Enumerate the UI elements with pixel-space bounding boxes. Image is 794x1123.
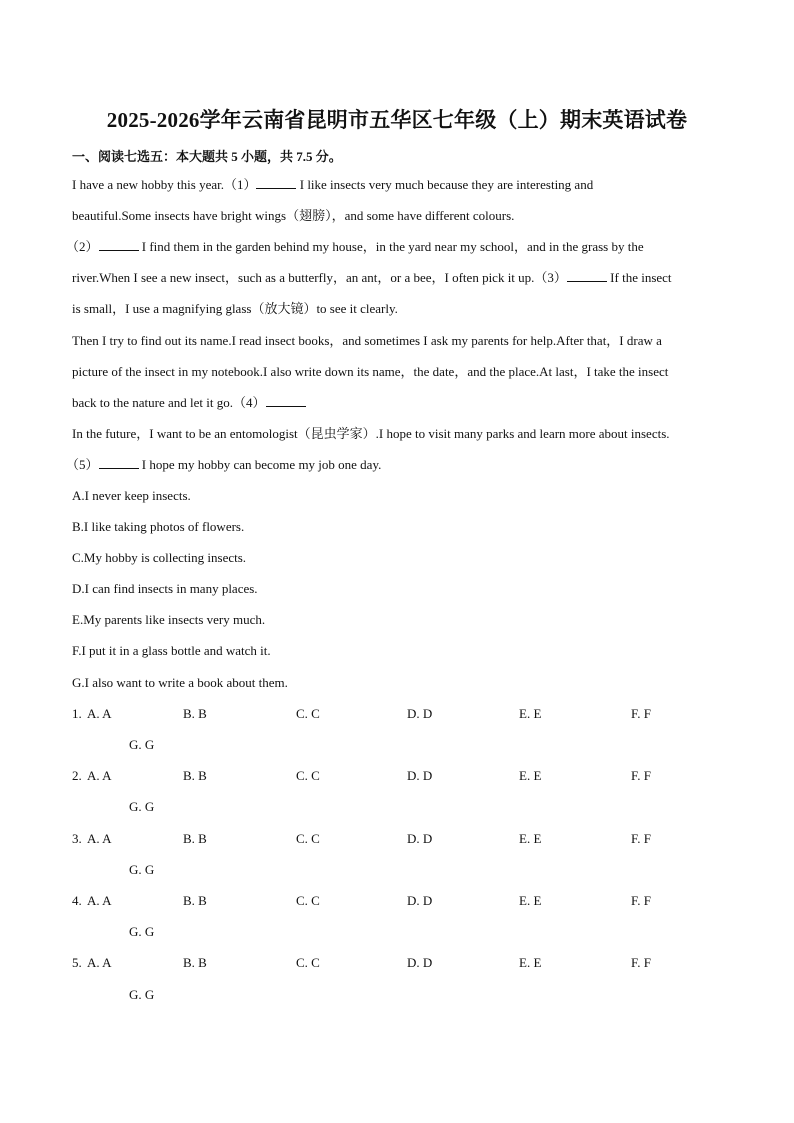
section-heading: 一、阅读七选五：本大题共 5 小题，共 7.5 分。: [72, 149, 342, 164]
question-number: 4.: [72, 893, 82, 908]
passage-line-5: is small，I use a magnifying glass（放大镜）to see it clearly.: [72, 301, 398, 316]
option-b: B.I like taking photos of flowers.: [72, 519, 245, 534]
choice-g[interactable]: G. G: [129, 862, 155, 877]
passage-line-2: beautiful.Some insects have bright wings（翅膀），and some have different colours.: [72, 208, 515, 223]
passage-text: （5）: [66, 457, 99, 472]
answer-blank-3[interactable]: [567, 269, 607, 282]
choice-a[interactable]: A. A: [87, 706, 112, 721]
choice-a[interactable]: A. A: [87, 893, 112, 908]
choice-e[interactable]: E. E: [519, 706, 542, 721]
choice-e[interactable]: E. E: [519, 768, 542, 783]
passage-text: back to the nature and let it go.（4）: [72, 395, 266, 410]
passage-line-7: picture of the insect in my notebook.I also write down its name，the date，and the place.At last，I take the insect: [72, 364, 669, 379]
passage-line-6: Then I try to find out its name.I read insect books，and sometimes I ask my parents for help.After that，I draw a: [72, 333, 662, 348]
choice-d[interactable]: D. D: [407, 893, 433, 908]
choice-f[interactable]: F. F: [631, 706, 651, 721]
choice-g[interactable]: G. G: [129, 924, 155, 939]
choice-c[interactable]: C. C: [296, 955, 320, 970]
choice-f[interactable]: F. F: [631, 955, 651, 970]
question-number: 2.: [72, 768, 82, 783]
choice-a[interactable]: A. A: [87, 831, 112, 846]
passage-text: If the insect: [606, 270, 672, 285]
choice-e[interactable]: E. E: [519, 893, 542, 908]
question-number: 5.: [72, 955, 82, 970]
choice-b[interactable]: B. B: [183, 831, 207, 846]
passage-text: （2）: [66, 239, 99, 254]
choice-d[interactable]: D. D: [407, 706, 433, 721]
choice-b[interactable]: B. B: [183, 768, 207, 783]
option-e: E.My parents like insects very much.: [72, 612, 266, 627]
choice-g[interactable]: G. G: [129, 987, 155, 1002]
passage-line-4: [72, 269, 732, 287]
answer-blank-5[interactable]: [99, 456, 139, 469]
choice-b[interactable]: B. B: [183, 955, 207, 970]
choice-d[interactable]: D. D: [407, 831, 433, 846]
passage-line-3: [66, 238, 726, 256]
passage-text: I like insects very much because they are interesting and: [296, 177, 594, 192]
choice-c[interactable]: C. C: [296, 831, 320, 846]
passage-line-8: [72, 394, 732, 412]
choice-a[interactable]: A. A: [87, 768, 112, 783]
passage-line-1: [72, 176, 732, 194]
question-number: 3.: [72, 831, 82, 846]
option-c: C.My hobby is collecting insects.: [72, 550, 247, 565]
choice-c[interactable]: C. C: [296, 768, 320, 783]
passage-line-10: [66, 456, 726, 474]
answer-blank-4[interactable]: [266, 394, 306, 407]
choice-c[interactable]: C. C: [296, 893, 320, 908]
choice-d[interactable]: D. D: [407, 768, 433, 783]
option-a: A.I never keep insects.: [72, 488, 191, 503]
option-f: F.I put it in a glass bottle and watch it.: [72, 643, 271, 658]
choice-f[interactable]: F. F: [631, 831, 651, 846]
choice-f[interactable]: F. F: [631, 893, 651, 908]
choice-e[interactable]: E. E: [519, 955, 542, 970]
choice-b[interactable]: B. B: [183, 893, 207, 908]
choice-g[interactable]: G. G: [129, 799, 155, 814]
choice-g[interactable]: G. G: [129, 737, 155, 752]
page-title: 2025-2026学年云南省昆明市五华区七年级（上）期末英语试卷: [106, 108, 688, 132]
choice-a[interactable]: A. A: [87, 955, 112, 970]
passage-text: river.When I see a new insect，such as a butterfly，an ant，or a bee，I often pick it up.（3）: [72, 270, 567, 285]
choice-b[interactable]: B. B: [183, 706, 207, 721]
option-d: D.I can find insects in many places.: [72, 581, 258, 596]
choice-f[interactable]: F. F: [631, 768, 651, 783]
choice-e[interactable]: E. E: [519, 831, 542, 846]
passage-text: I hope my hobby can become my job one day.: [138, 457, 382, 472]
passage-line-9: In the future，I want to be an entomologist（昆虫学家）.I hope to visit many parks and learn more about insects.: [72, 426, 670, 441]
choice-d[interactable]: D. D: [407, 955, 433, 970]
question-number: 1.: [72, 706, 82, 721]
answer-blank-2[interactable]: [99, 238, 139, 251]
answer-blank-1[interactable]: [256, 176, 296, 189]
passage-text: I find them in the garden behind my house，in the yard near my school，and in the grass by the: [138, 239, 644, 254]
option-g: G.I also want to write a book about them.: [72, 675, 288, 690]
choice-c[interactable]: C. C: [296, 706, 320, 721]
passage-text: I have a new hobby this year.（1）: [72, 177, 257, 192]
